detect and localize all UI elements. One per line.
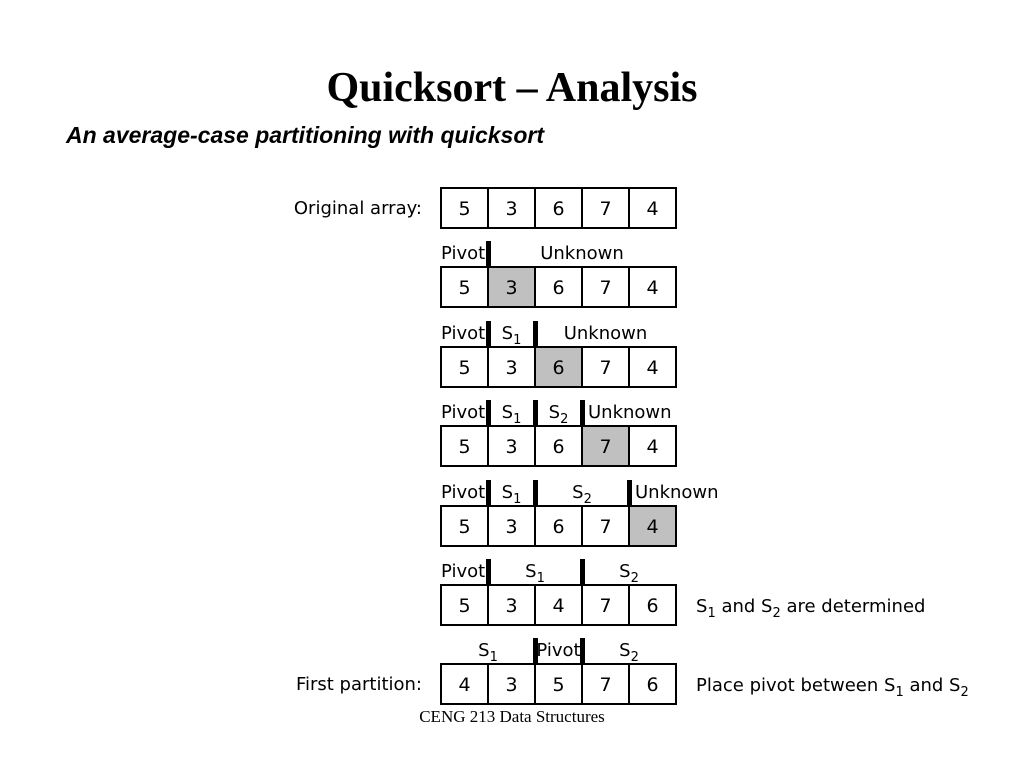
region-label: Pivot	[441, 561, 486, 582]
slide-footer: CENG 213 Data Structures	[419, 707, 605, 726]
array-cell-value: 4	[458, 674, 471, 696]
region-divider	[486, 241, 491, 267]
array-cell-value: 3	[505, 516, 518, 538]
region-label: Unknown	[635, 482, 719, 503]
partition-step-4	[441, 400, 676, 466]
region-label: S1	[501, 482, 522, 507]
array-cell-value: 5	[458, 357, 471, 379]
row-right-annotation: Place pivot between S1 and S2	[696, 675, 969, 700]
array-cell-value: 5	[458, 277, 471, 299]
array-cell-value: 4	[552, 595, 565, 617]
region-label: S1	[478, 640, 498, 665]
partition-step-2	[441, 241, 676, 307]
array-cell-value: 4	[646, 357, 659, 379]
array-cell-value: 6	[552, 198, 565, 220]
region-label: S1	[501, 323, 522, 348]
array-cell-value: 3	[505, 198, 518, 220]
array-cell-value: 3	[505, 357, 518, 379]
row-left-label: First partition:	[295, 674, 422, 695]
region-label: Pivot	[536, 640, 581, 661]
region-label: Unknown	[540, 243, 624, 264]
array-cell-value: 5	[458, 516, 471, 538]
array-cell-value: 3	[505, 436, 518, 458]
array-cell-value: 7	[599, 357, 612, 379]
array-cell-value: 5	[458, 436, 471, 458]
region-divider	[533, 480, 538, 506]
partition-step-7	[296, 638, 969, 704]
array-cell-value: 3	[505, 674, 518, 696]
array-cell-value: 7	[599, 674, 612, 696]
region-divider	[486, 480, 491, 506]
array-cell-value: 4	[646, 516, 659, 538]
partition-step-3	[441, 321, 676, 387]
array-cell-value: 6	[552, 277, 565, 299]
region-label: S2	[572, 482, 592, 507]
partition-step-1	[294, 188, 676, 228]
region-label: Unknown	[563, 323, 648, 344]
region-divider	[580, 559, 585, 585]
region-label: Pivot	[441, 243, 486, 264]
slide-subtitle: An average-case partitioning with quicksort	[66, 122, 544, 148]
region-divider	[627, 480, 632, 506]
region-label: S2	[619, 640, 639, 665]
region-divider	[533, 400, 538, 426]
array-cell-value: 6	[552, 357, 565, 379]
array-cell-value: 3	[505, 595, 518, 617]
array-cell-value: 7	[599, 198, 612, 220]
array-cell-value: 6	[646, 674, 659, 696]
array-cell-value: 7	[599, 277, 612, 299]
region-divider	[486, 559, 491, 585]
region-label: S1	[501, 402, 522, 427]
region-divider	[533, 321, 538, 347]
array-cell-value: 4	[646, 277, 659, 299]
array-cell-value: 5	[458, 198, 471, 220]
array-cell-value: 6	[552, 516, 565, 538]
region-label: Pivot	[441, 402, 486, 423]
region-divider	[580, 400, 585, 426]
row-left-label: Original array:	[293, 198, 422, 219]
array-cell-value: 7	[599, 436, 612, 458]
array-cell-value: 6	[646, 595, 659, 617]
region-label: S1	[525, 561, 545, 586]
region-divider	[580, 638, 585, 664]
array-cell-value: 6	[552, 436, 565, 458]
partition-step-5	[441, 480, 719, 546]
region-label: S2	[619, 561, 639, 586]
region-divider	[486, 400, 491, 426]
region-label: Pivot	[441, 323, 486, 344]
array-cell-value: 4	[646, 436, 659, 458]
array-cell-value: 4	[646, 198, 659, 220]
row-right-annotation: S1 and S2 are determined	[696, 596, 926, 621]
region-label: S2	[548, 402, 569, 427]
array-cell-value: 5	[552, 674, 565, 696]
array-cell-value: 3	[505, 277, 518, 299]
array-cell-value: 7	[599, 595, 612, 617]
region-label: Pivot	[441, 482, 486, 503]
slide-title: Quicksort – Analysis	[326, 65, 698, 111]
array-cell-value: 5	[458, 595, 471, 617]
partition-step-6	[441, 559, 925, 625]
region-label: Unknown	[588, 402, 672, 423]
array-cell-value: 7	[599, 516, 612, 538]
region-divider	[486, 321, 491, 347]
